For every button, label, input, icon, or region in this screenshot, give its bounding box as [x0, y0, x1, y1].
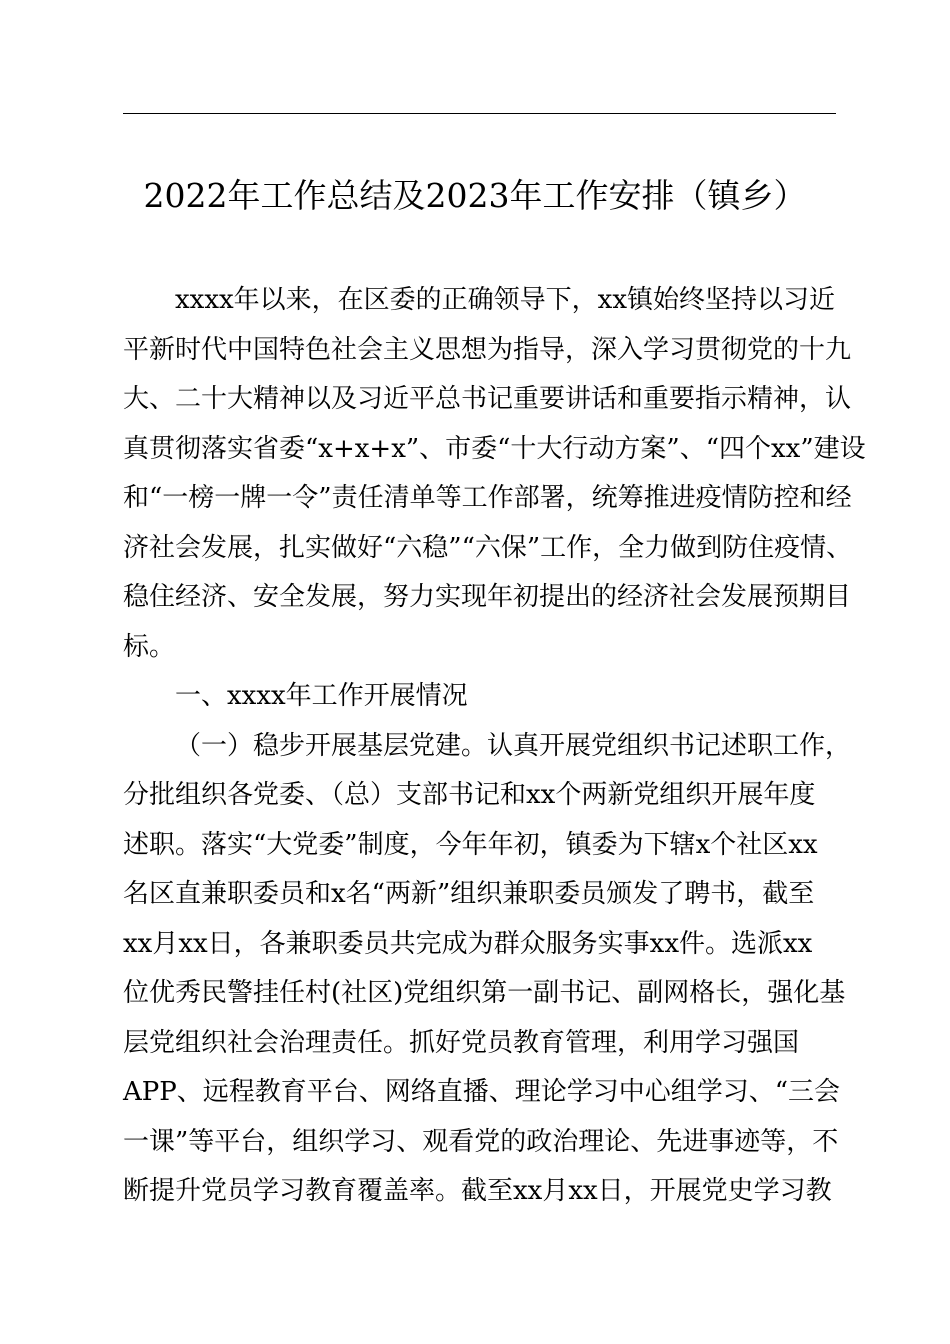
document-body — [123, 276, 866, 1217]
paragraph-line: 一课”等平台，组织学习、观看党的政治理论、先进事迹等，不 — [123, 1126, 839, 1157]
section-heading: 一、xxxx年工作开展情况 — [175, 681, 468, 711]
paragraph-line: 稳住经济、安全发展，努力实现年初提出的经济社会发展预期目 — [123, 582, 852, 612]
paragraph-line: 平新时代中国特色社会主义思想为指导，深入学习贯彻党的十九 — [123, 334, 852, 365]
header-rule — [123, 113, 836, 114]
paragraph-line: 位优秀民警挂任村(社区)党组织第一副书记、副网格长，强化基 — [123, 978, 846, 1008]
paragraph-line: 标。 — [123, 631, 176, 662]
paragraph-line: 层党组织社会治理责任。抓好党员教育管理，利用学习强国 — [123, 1027, 800, 1058]
paragraph-line: APP、远程教育平台、网络直播、理论学习中心组学习、“三会 — [123, 1077, 841, 1107]
paragraph-line: 真贯彻落实省委“x+x+x”、市委“十大行动方案”、“四个xx”建设 — [123, 433, 866, 464]
paragraph-line: 和“一榜一牌一令”责任清单等工作部署，统筹推进疫情防控和经 — [123, 483, 852, 513]
paragraph-line: 断提升党员学习教育覆盖率。截至xx月xx日，开展党史学习教 — [123, 1176, 832, 1206]
paragraph-line: xxxx年以来，在区委的正确领导下，xx镇始终坚持以习近 — [175, 285, 835, 315]
paragraph-line: 名区直兼职委员和x名“两新”组织兼职委员颁发了聘书，截至 — [123, 879, 815, 909]
paragraph-line: xx月xx日，各兼职委员共完成为群众服务实事xx件。选派xx — [123, 928, 813, 959]
document-title: 2022年工作总结及2023年工作安排（镇乡） — [143, 176, 807, 215]
paragraph-line: 分批组织各党委、（总）支部书记和xx个两新党组织开展年度 — [123, 780, 816, 810]
paragraph-line: 济社会发展，扎实做好“六稳”“六保”工作，全力做到防住疫情、 — [123, 532, 853, 563]
paragraph-line: 述职。落实“大党委”制度，今年年初，镇委为下辖x个社区xx — [123, 829, 818, 860]
paragraph-line: （一）稳步开展基层党建。认真开展党组织书记述职工作， — [175, 730, 852, 761]
paragraph-line: 大、二十大精神以及习近平总书记重要讲话和重要指示精神，认 — [123, 384, 852, 414]
